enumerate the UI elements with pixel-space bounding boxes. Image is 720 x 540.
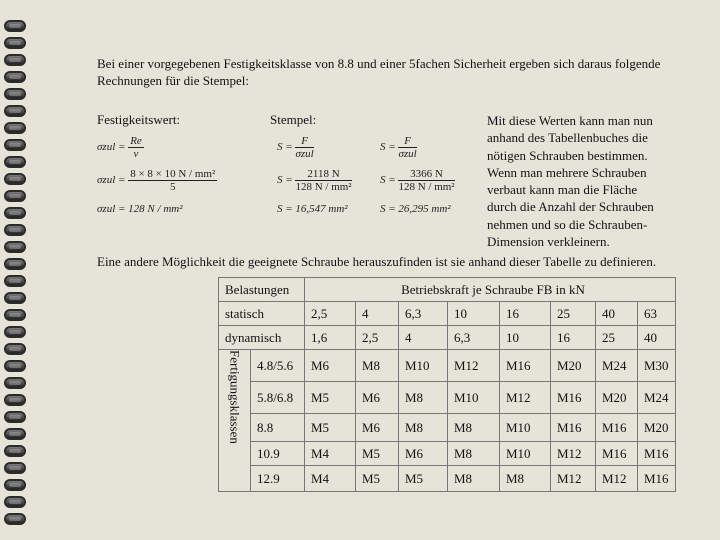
table-cell: M12 [551,466,596,492]
binding-ring [4,224,26,236]
table-cell: M16 [596,414,638,442]
label-festigkeitswert: Festigkeitswert: [97,112,181,127]
table-cell: M24 [596,350,638,382]
binding-ring [4,71,26,83]
table-row [219,466,676,492]
table-header-row [219,278,676,302]
table-cell: M16 [596,442,638,466]
header-betriebskraft: Betriebskraft je Schraube FB in kN [305,278,676,302]
explanation-paragraph [487,112,654,250]
formula-s2-result: S = 26,295 mm² [380,203,451,215]
table-cell: M8 [399,414,448,442]
table-row [219,414,676,442]
table-cell: M5 [305,414,356,442]
table-cell: M5 [305,382,356,414]
table-cell: 25 [596,326,638,350]
table-row [219,382,676,414]
explanation-line: Dimension verkleinern. [487,234,610,250]
row-label: dynamisch [219,326,305,350]
table-cell: M16 [551,414,596,442]
formula-sigma-re-v: σzul = $\frac{Re}{v}$ [97,135,142,160]
binding-ring [4,207,26,219]
table-cell: M8 [448,442,500,466]
binding-ring [4,394,26,406]
binding-ring [4,343,26,355]
binding-ring [4,360,26,372]
explanation-line: Wenn man mehrere Schrauben [487,164,647,180]
table-cell: M5 [399,466,448,492]
table-cell: M10 [500,414,551,442]
binding-ring [4,496,26,508]
binding-ring [4,258,26,270]
explanation-line: nötigen Schrauben bestimmen. [487,147,648,163]
table-cell: M10 [448,382,500,414]
binding-ring [4,462,26,474]
table-cell: M16 [638,466,676,492]
table-cell: M5 [356,466,399,492]
table-intro-text: Eine andere Möglichkeit die geeignete Schraube herauszufinden ist sie anhand dieser Tabelle zu definieren. [97,254,657,269]
explanation-line: durch die Anzahl der Schrauben [487,199,654,215]
table-cell: 4 [399,326,448,350]
binding-ring [4,428,26,440]
table-cell: M16 [551,382,596,414]
row-label: 8.8 [251,414,305,442]
table-cell: 63 [638,302,676,326]
table-row [219,302,676,326]
binding-ring [4,309,26,321]
binding-ring [4,54,26,66]
table-cell: M6 [356,414,399,442]
table-cell: M4 [305,442,356,466]
binding-ring [4,241,26,253]
table-cell: 2,5 [356,326,399,350]
table-row [219,442,676,466]
table-cell: 16 [500,302,551,326]
explanation-line: verbaut kann man die Fläche [487,182,638,198]
binding-ring [4,190,26,202]
fertigungsklassen-label: Fertigungsklassen [219,350,251,492]
table-cell: M20 [551,350,596,382]
binding-ring [4,20,26,32]
table-cell: M12 [596,466,638,492]
table-cell: 40 [638,326,676,350]
table-cell: 40 [596,302,638,326]
binding-ring [4,156,26,168]
table-cell: 6,3 [399,302,448,326]
table-cell: M6 [356,382,399,414]
binding-ring [4,105,26,117]
table-cell: M30 [638,350,676,382]
table-cell: 6,3 [448,326,500,350]
table-cell: M10 [500,442,551,466]
table-cell: M6 [305,350,356,382]
explanation-line: nehmen und so die Schrauben- [487,216,648,232]
table-cell: M16 [638,442,676,466]
label-stempel: Stempel: [270,112,317,127]
spiral-binding [0,0,32,540]
table-cell: M16 [500,350,551,382]
table-cell: M5 [356,442,399,466]
table-row [219,326,676,350]
table-cell: M8 [356,350,399,382]
table-cell: M10 [399,350,448,382]
table-cell: M20 [638,414,676,442]
table-cell: 1,6 [305,326,356,350]
table-cell: 2,5 [305,302,356,326]
row-label: 10.9 [251,442,305,466]
binding-ring [4,122,26,134]
table-cell: M20 [596,382,638,414]
binding-ring [4,139,26,151]
table-cell: 10 [500,326,551,350]
formula-sigma-result: σzul = 128 N / mm² [97,203,183,215]
table-cell: M12 [448,350,500,382]
explanation-line: Mit diese Werten kann man nun [487,113,653,128]
binding-ring [4,326,26,338]
explanation-line: anhand des Tabellenbuches die [487,130,648,146]
header-belastungen: Belastungen [219,278,305,302]
binding-ring [4,275,26,287]
row-label: 5.8/6.8 [251,382,305,414]
table-cell: 4 [356,302,399,326]
table-cell: M8 [399,382,448,414]
formula-s2-general: S = $\frac{F}{\text{σzul}}$ [380,135,417,160]
row-label: 4.8/5.6 [251,350,305,382]
table-cell: M8 [448,414,500,442]
table-cell: 10 [448,302,500,326]
formula-s1-calc: S = $\frac{2118 N}{\text{128 N / mm²}}$ [277,168,352,193]
table-cell: 25 [551,302,596,326]
formula-s2-calc: S = $\frac{3366 N}{\text{128 N / mm²}}$ [380,168,455,193]
row-label: 12.9 [251,466,305,492]
formula-s1-general: S = $\frac{F}{\text{σzul}}$ [277,135,314,160]
binding-ring [4,292,26,304]
table-cell: M4 [305,466,356,492]
binding-ring [4,173,26,185]
table-cell: 16 [551,326,596,350]
formula-s1-result: S = 16,547 mm² [277,203,348,215]
table-cell: M8 [500,466,551,492]
binding-ring [4,513,26,525]
table-cell: M8 [448,466,500,492]
intro-text: Bei einer vorgegebenen Festigkeitsklasse von 8.8 und einer 5fachen Sicherheit ergeben sich daraus folgende Rechnungen für die Stempel: [97,56,661,88]
binding-ring [4,37,26,49]
binding-ring [4,377,26,389]
formula-sigma-calc: σzul = $\frac{\text{8 × 8 × 10 N / mm²}}{5}$ [97,168,216,193]
binding-ring [4,445,26,457]
binding-ring [4,88,26,100]
binding-ring [4,411,26,423]
table-cell: M24 [638,382,676,414]
row-label: statisch [219,302,305,326]
table-cell: M6 [399,442,448,466]
table-row [219,350,676,382]
screw-table [218,277,676,492]
table-cell: M12 [551,442,596,466]
binding-ring [4,479,26,491]
table-cell: M12 [500,382,551,414]
